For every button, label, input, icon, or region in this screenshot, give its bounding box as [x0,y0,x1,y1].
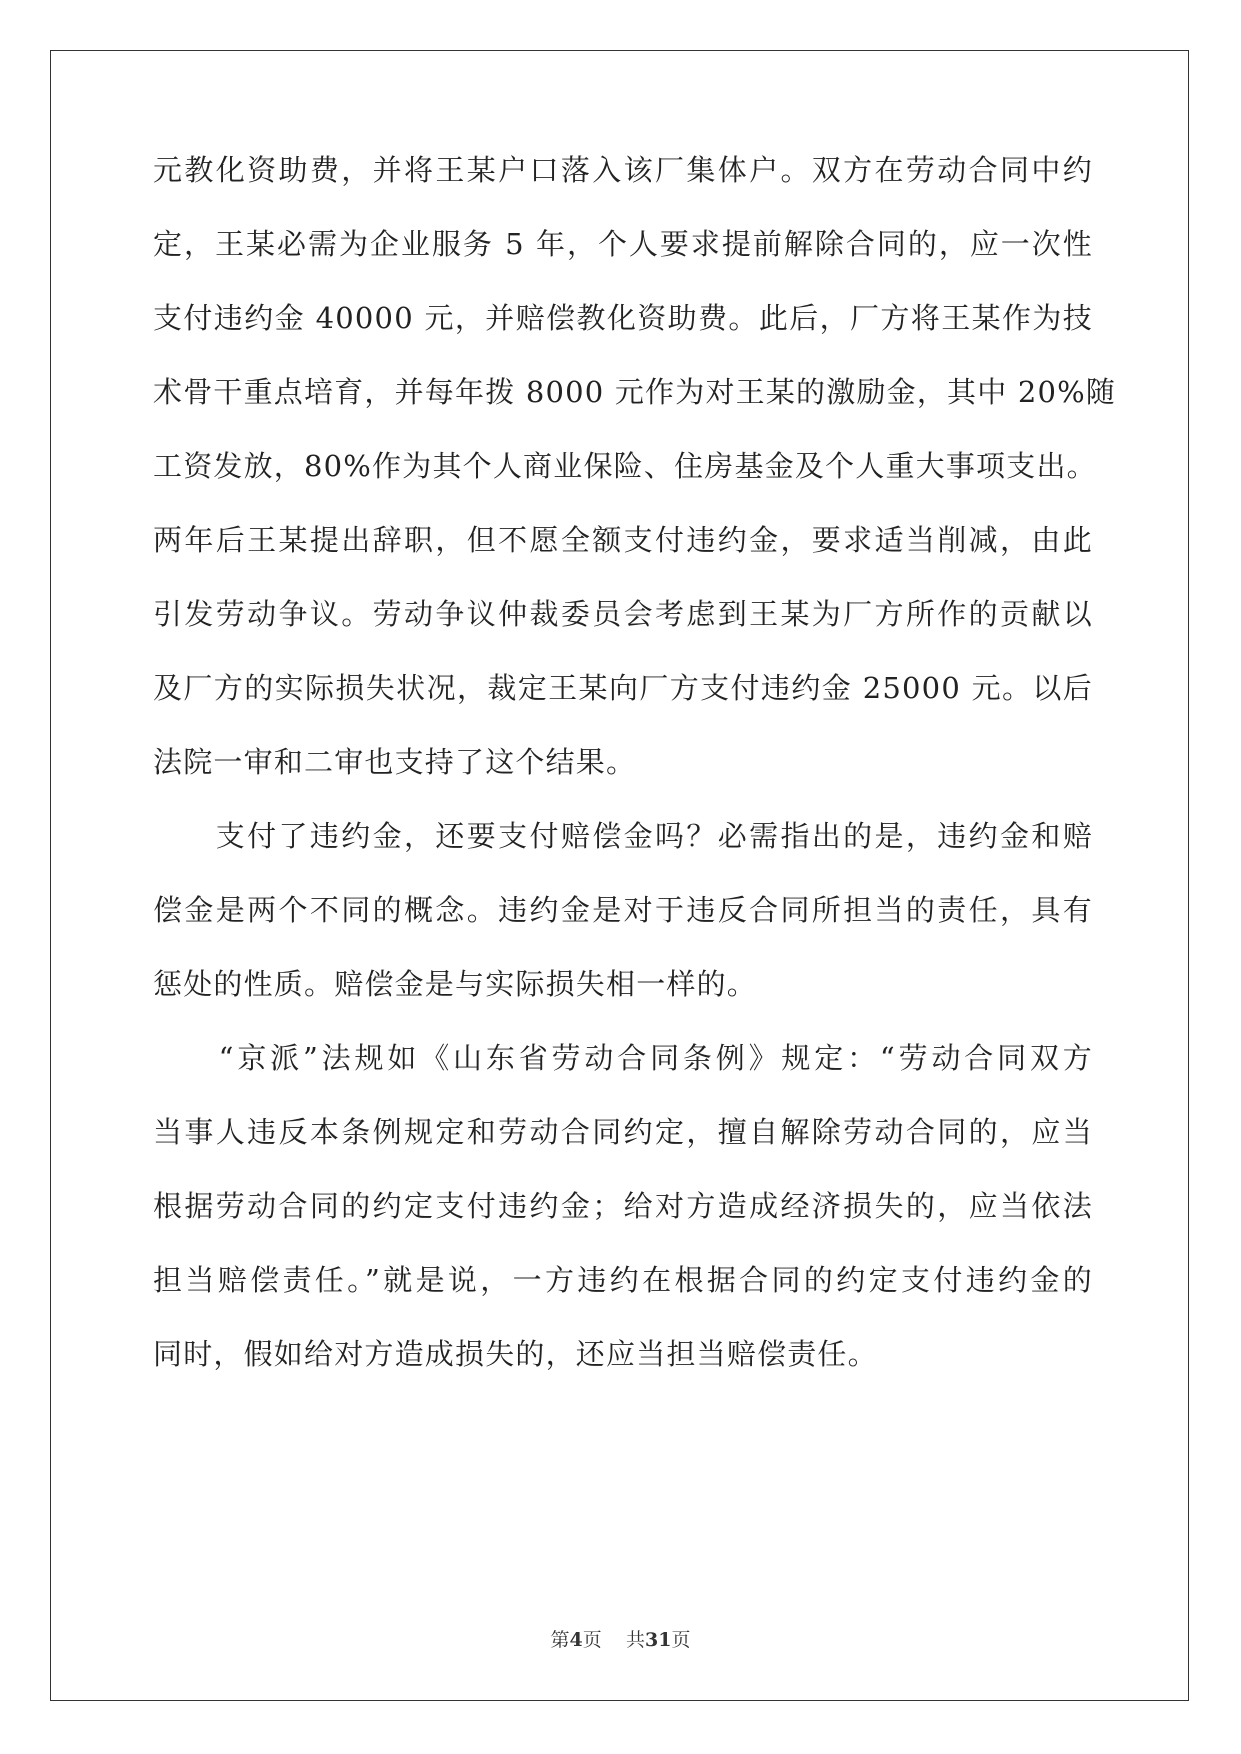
body-line: “京派”法规如《山东省劳动合同条例》规定：“劳动合同双方 [153,1041,1093,1075]
page-suffix: 页 [582,1629,602,1651]
body-line: 术骨干重点培育，并每年拨 8000 元作为对王某的激励金，其中 20%随 [153,375,1117,409]
body-line: 偿金是两个不同的概念。违约金是对于违反合同所担当的责任，具有 [153,893,1093,927]
body-line: 两年后王某提出辞职，但不愿全额支付违约金，要求适当削减，由此 [153,523,1093,557]
body-line: 当事人违反本条例规定和劳动合同约定，擅自解除劳动合同的，应当 [153,1115,1093,1149]
body-line: 工资发放，80%作为其个人商业保险、住房基金及个人重大事项支出。 [153,449,1097,483]
body-line: 引发劳动争议。劳动争议仲裁委员会考虑到王某为厂方所作的贡献以 [153,597,1093,631]
total-pages: 31 [644,1629,672,1651]
page-number: 4 [569,1629,583,1651]
body-line: 定，王某必需为企业服务 5 年，个人要求提前解除合同的，应一次性 [153,227,1093,261]
body-line: 法院一审和二审也支持了这个结果。 [153,745,637,779]
body-line: 支付违约金 40000 元，并赔偿教化资助费。此后，厂方将王某作为技 [153,301,1093,335]
body-line: 根据劳动合同的约定支付违约金；给对方造成经济损失的，应当依法 [153,1189,1093,1223]
page-prefix: 第 [550,1629,570,1651]
total-prefix: 共 [625,1629,645,1651]
total-suffix: 页 [671,1629,691,1651]
body-line: 惩处的性质。赔偿金是与实际损失相一样的。 [153,967,758,1001]
body-line: 及厂方的实际损失状况，裁定王某向厂方支付违约金 25000 元。以后 [153,671,1093,705]
body-line: 同时，假如给对方造成损失的，还应当担当赔偿责任。 [153,1337,878,1371]
body-line: 担当赔偿责任。”就是说，一方违约在根据合同的约定支付违约金的 [153,1263,1093,1297]
body-line: 元教化资助费，并将王某户口落入该厂集体户。双方在劳动合同中约 [153,153,1093,187]
body-line: 支付了违约金，还要支付赔偿金吗？必需指出的是，违约金和赔 [153,819,1093,853]
page-footer [0,1628,1241,1652]
